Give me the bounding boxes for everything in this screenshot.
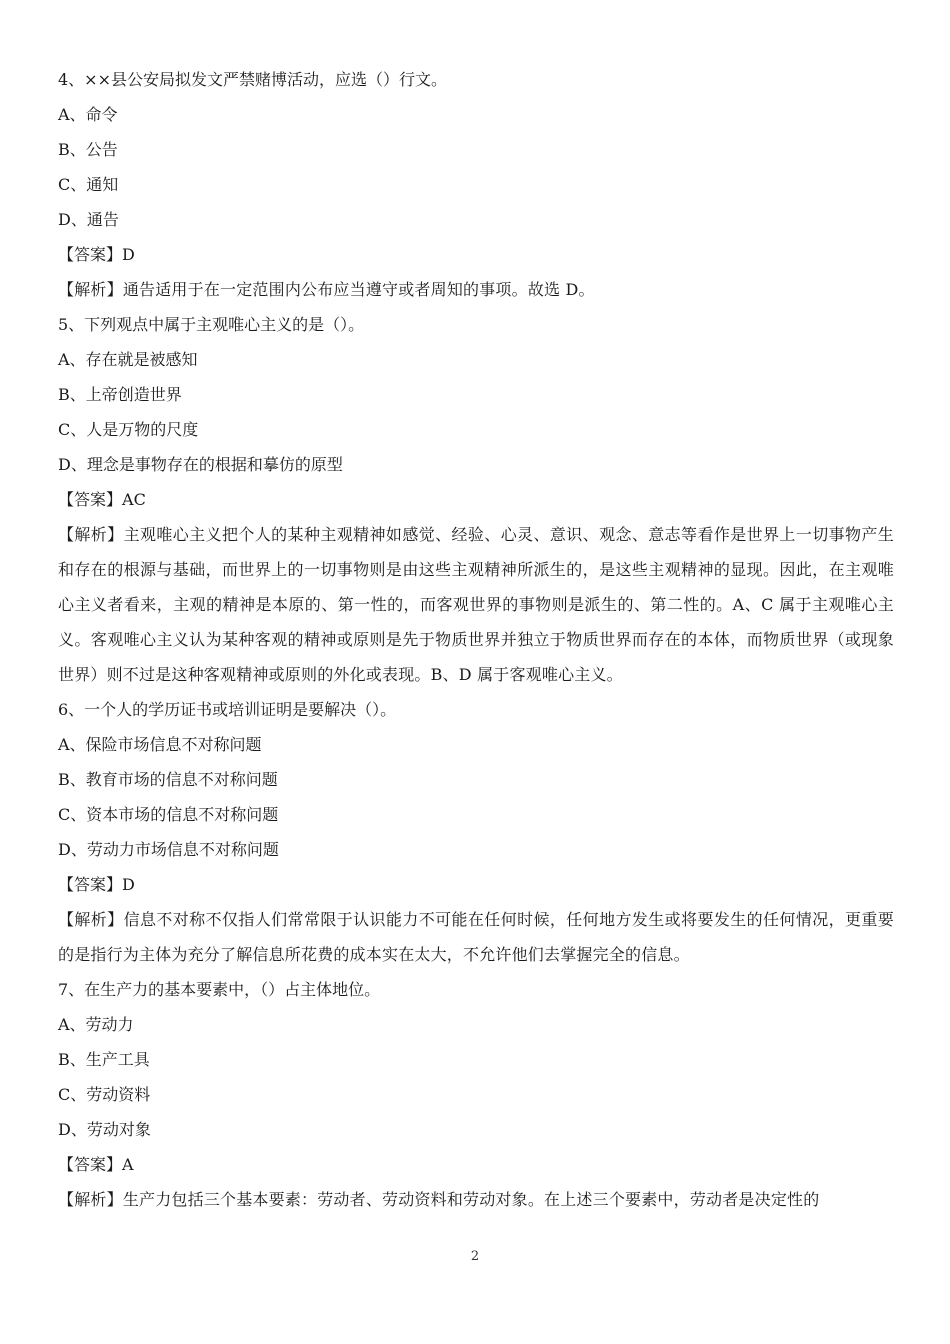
analysis-text: 生产力包括三个基本要素：劳动者、劳动资料和劳动对象。在上述三个要素中，劳动者是决定性的 (122, 1190, 820, 1209)
option-a: A、存在就是被感知 (58, 350, 198, 369)
option-d: D、理念是事物存在的根据和摹仿的原型 (58, 455, 343, 474)
option-c: C、人是万物的尺度 (58, 420, 199, 439)
answer-label: 【答案】 (58, 245, 123, 264)
question-6 (58, 692, 894, 972)
analysis-label: 【解析】 (58, 525, 124, 544)
question-stem: 6、一个人的学历证书或培训证明是要解决（）。 (58, 700, 397, 719)
option-c: C、劳动资料 (58, 1085, 151, 1104)
answer-label: 【答案】 (58, 1155, 123, 1174)
option-b: B、公告 (58, 140, 118, 159)
option-d: D、劳动力市场信息不对称问题 (58, 840, 279, 859)
answer-line (58, 482, 894, 517)
analysis-text: 通告适用于在一定范围内公布应当遵守或者周知的事项。故选 D。 (122, 280, 595, 299)
option-d: D、劳动对象 (58, 1120, 151, 1139)
question-5 (58, 307, 894, 692)
question-4 (58, 62, 894, 307)
option-c: C、通知 (58, 175, 119, 194)
option-b: B、上帝创造世界 (58, 385, 182, 404)
answer-label: 【答案】 (58, 490, 123, 509)
option-c: C、资本市场的信息不对称问题 (58, 805, 279, 824)
option-d: D、通告 (58, 210, 119, 229)
analysis-paragraph (58, 272, 894, 307)
answer-line (58, 237, 894, 272)
question-stem: 5、下列观点中属于主观唯心主义的是（）。 (58, 315, 365, 334)
question-stem: 7、在生产力的基本要素中，（）占主体地位。 (58, 980, 381, 999)
option-b: B、生产工具 (58, 1050, 150, 1069)
answer-line (58, 867, 894, 902)
analysis-label: 【解析】 (58, 280, 123, 299)
answer-value: D (122, 875, 135, 894)
analysis-paragraph (58, 1182, 894, 1217)
question-stem: 4、××县公安局拟发文严禁赌博活动，应选（）行文。 (58, 70, 447, 89)
document-page (58, 62, 894, 1217)
option-a: A、保险市场信息不对称问题 (58, 735, 262, 754)
answer-value: D (122, 245, 135, 264)
analysis-text: 信息不对称不仅指人们常常限于认识能力不可能在任何时候，任何地方发生或将要发生的任何情况，更重要的是指行为主体为充分了解信息所花费的成本实在太大，不允许他们去掌握完全的信息。 (58, 910, 894, 964)
analysis-label: 【解析】 (58, 910, 124, 929)
option-a: A、劳动力 (58, 1015, 134, 1034)
analysis-label: 【解析】 (58, 1190, 123, 1209)
answer-label: 【答案】 (58, 875, 123, 894)
question-7 (58, 972, 894, 1217)
option-a: A、命令 (58, 105, 118, 124)
analysis-paragraph (58, 902, 894, 972)
option-b: B、教育市场的信息不对称问题 (58, 770, 278, 789)
answer-line (58, 1147, 894, 1182)
analysis-paragraph (58, 517, 894, 692)
analysis-text: 主观唯心主义把个人的某种主观精神如感觉、经验、心灵、意识、观念、意志等看作是世界上一切事物产生和存在的根源与基础，而世界上的一切事物则是由这些主观精神所派生的，是这些主观精神的显现。因此，在主观唯心主义者看来，主观的精神是本原的、第一性的，而客观世界的事物则是派生的、第二性的。A、C 属于主观唯心主义。客观唯心主义认为某种客观的精神或原则是先于物质世界并独立于物质世界而存在的本体，而物质世界（或现象世界）则不过是这种客观精神或原则的外化或表现。B、D 属于客观唯心主义。 (58, 525, 894, 684)
answer-value: A (122, 1155, 134, 1174)
page-number: 2 (470, 1249, 480, 1264)
answer-value: AC (122, 490, 146, 509)
